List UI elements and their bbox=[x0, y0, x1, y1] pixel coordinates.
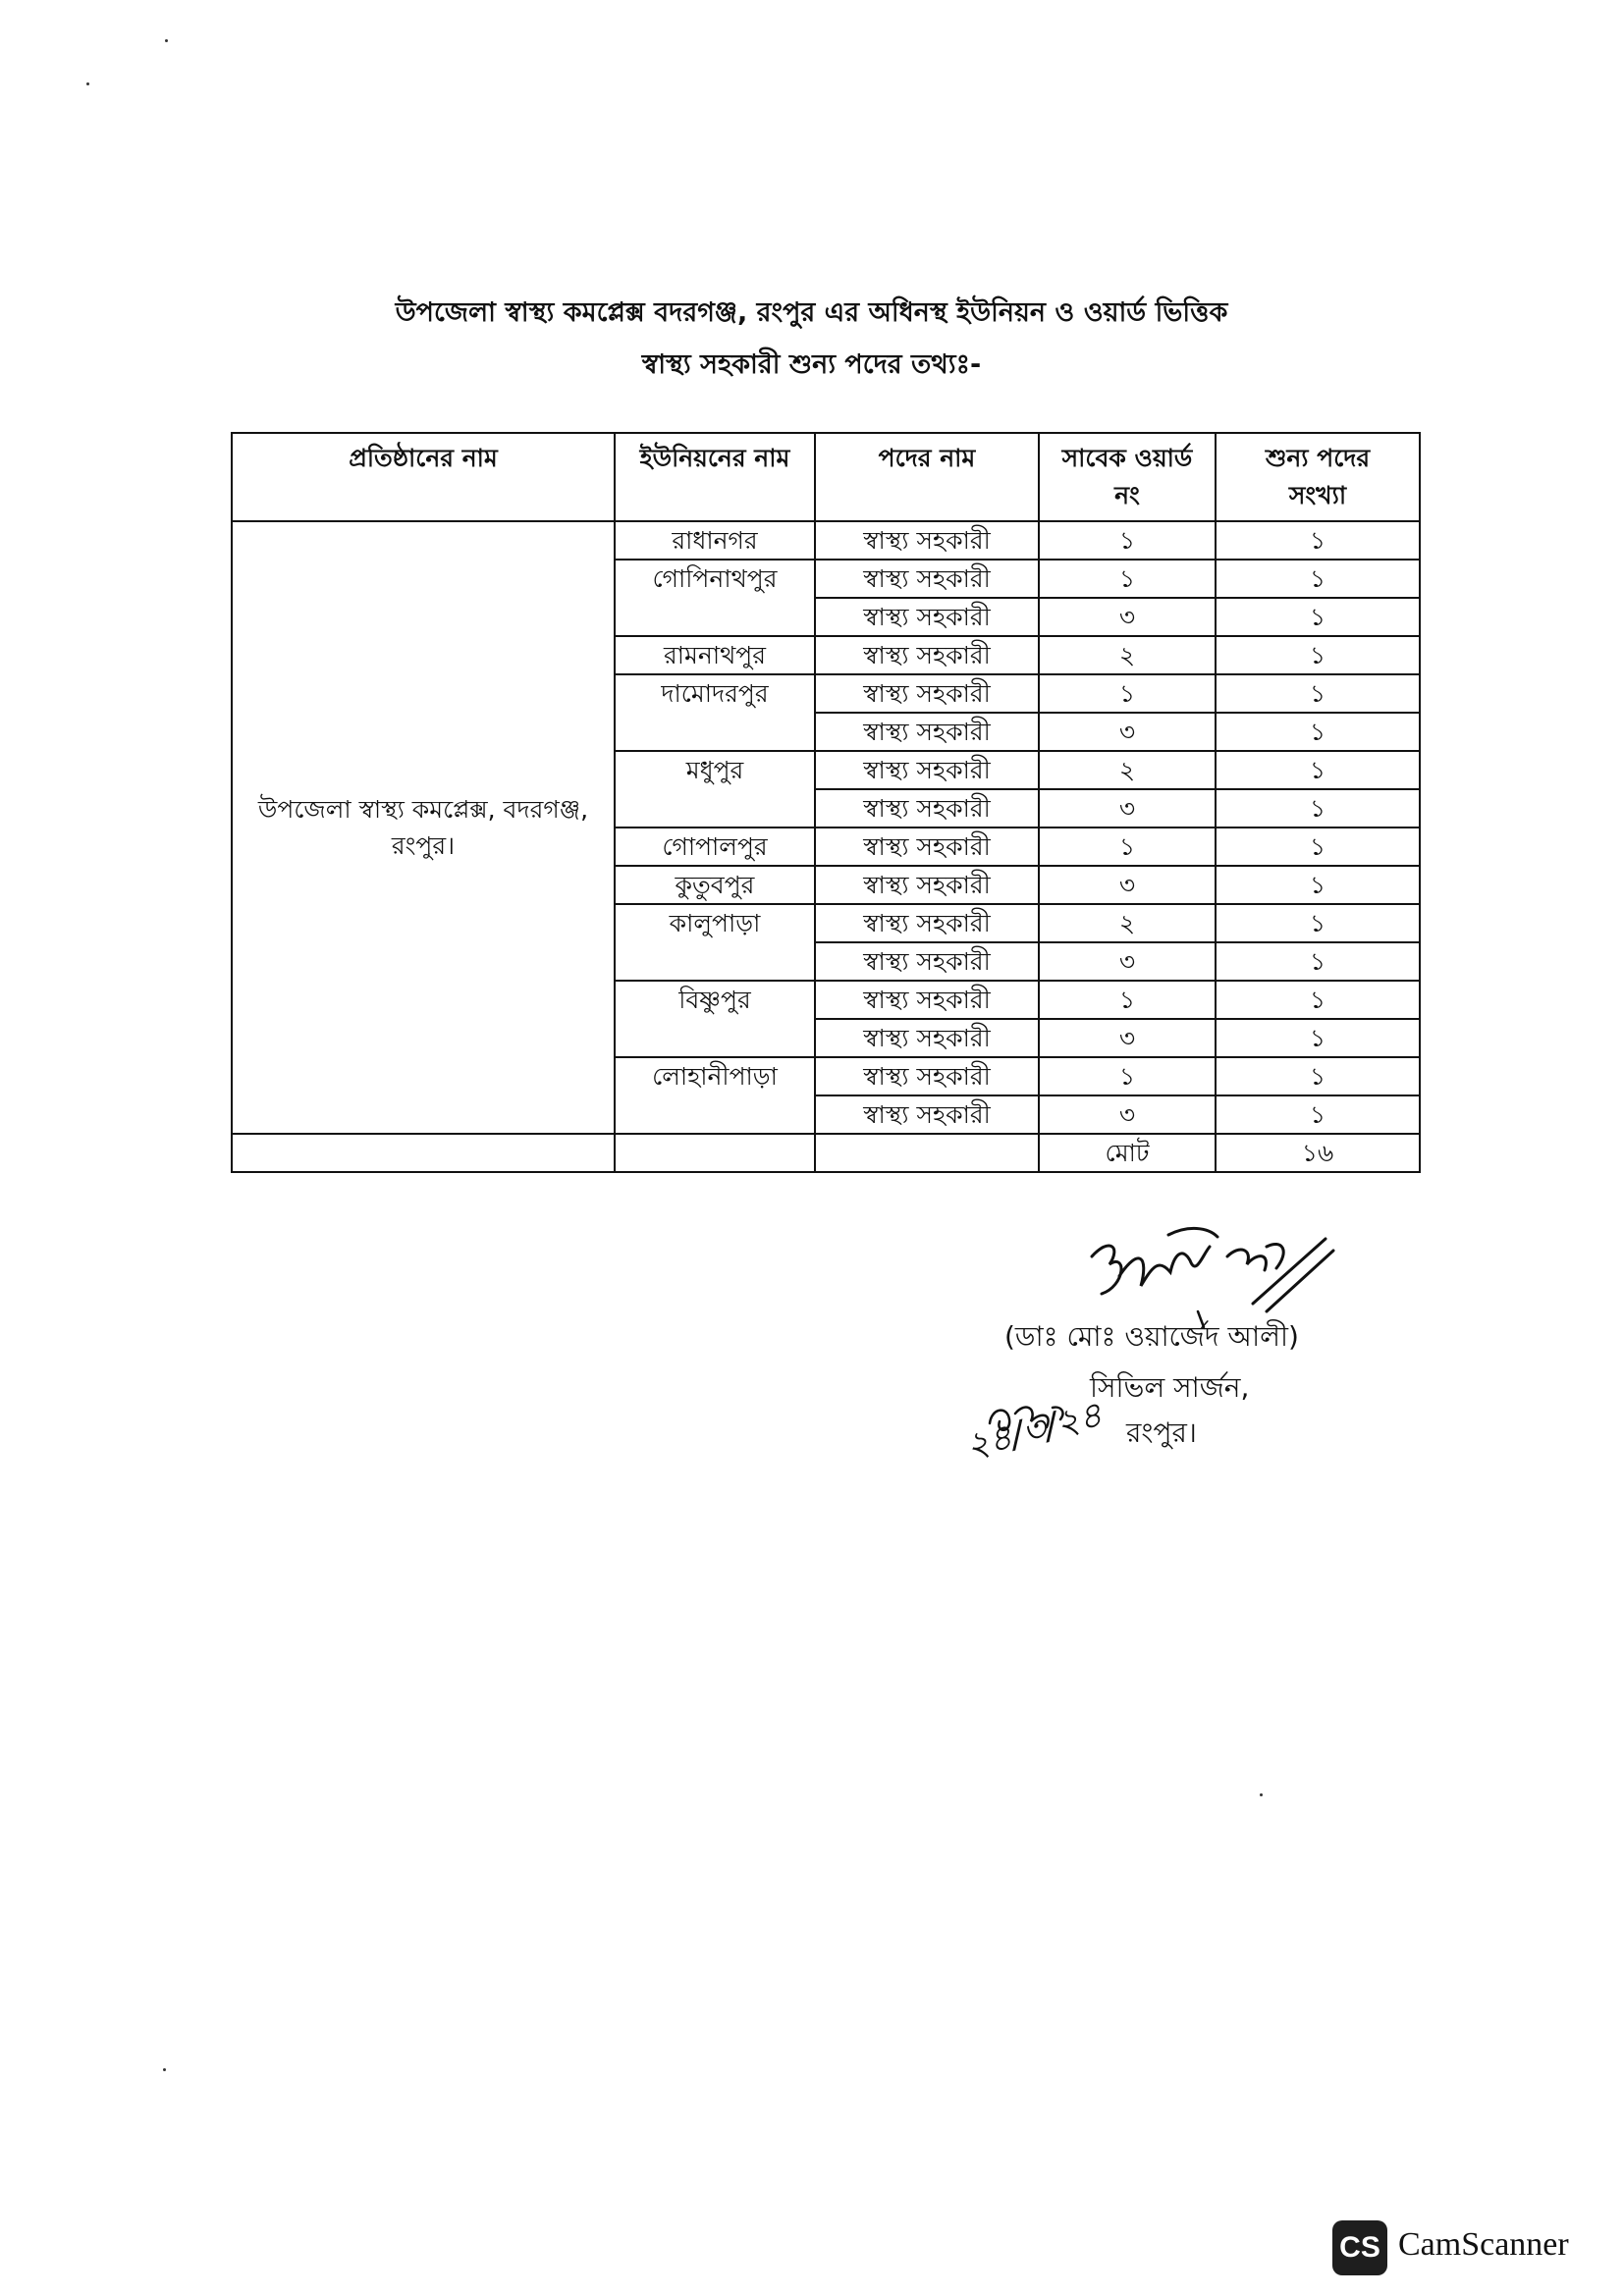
vacancy-table bbox=[231, 432, 1421, 1173]
post-cell: স্বাস্থ্য সহকারী bbox=[815, 1019, 1039, 1057]
heading-line-2: স্বাস্থ্য সহকারী শুন্য পদের তথ্যঃ- bbox=[641, 349, 982, 380]
heading-line-1: উপজেলা স্বাস্থ্য কমপ্লেক্স বদরগঞ্জ, রংপুর এর অধিনস্থ ইউনিয়ন ও ওয়ার্ড ভিত্তিক bbox=[395, 297, 1228, 328]
vacant-cell: ১ bbox=[1216, 1057, 1420, 1095]
ward-cell: ১ bbox=[1039, 674, 1216, 713]
scan-speck bbox=[165, 39, 168, 42]
union-cell: রামনাথপুর bbox=[615, 636, 815, 674]
post-cell: স্বাস্থ্য সহকারী bbox=[815, 942, 1039, 981]
union-cell: দামোদরপুর bbox=[615, 674, 815, 751]
ward-cell: ১ bbox=[1039, 981, 1216, 1019]
total-label: মোট bbox=[1039, 1134, 1216, 1172]
scan-speck bbox=[163, 2068, 166, 2071]
post-cell: স্বাস্থ্য সহকারী bbox=[815, 674, 1039, 713]
vacant-cell: ১ bbox=[1216, 828, 1420, 866]
institution-line-1: উপজেলা স্বাস্থ্য কমপ্লেক্স, বদরগঞ্জ, bbox=[257, 795, 589, 824]
vacant-cell: ১ bbox=[1216, 942, 1420, 981]
post-cell: স্বাস্থ্য সহকারী bbox=[815, 1057, 1039, 1095]
ward-cell: ২ bbox=[1039, 751, 1216, 789]
vacant-cell: ১ bbox=[1216, 598, 1420, 636]
post-cell: স্বাস্থ্য সহকারী bbox=[815, 751, 1039, 789]
ward-cell: ১ bbox=[1039, 521, 1216, 560]
total-row bbox=[232, 1134, 1420, 1172]
union-cell: কালুপাড়া bbox=[615, 904, 815, 981]
empty-cell bbox=[815, 1134, 1039, 1172]
vacant-cell: ১ bbox=[1216, 636, 1420, 674]
union-cell: মধুপুর bbox=[615, 751, 815, 828]
camscanner-logo-icon: CS bbox=[1332, 2220, 1387, 2275]
institution-line-2: রংপুর। bbox=[391, 831, 456, 860]
ward-cell: ৩ bbox=[1039, 866, 1216, 904]
header-vacant-line-2: সংখ্যা bbox=[1288, 481, 1347, 509]
header-ward bbox=[1039, 433, 1216, 521]
post-cell: স্বাস্থ্য সহকারী bbox=[815, 904, 1039, 942]
ward-cell: ১ bbox=[1039, 1057, 1216, 1095]
institution-cell bbox=[232, 521, 615, 1134]
header-institution: প্রতিষ্ঠানের নাম bbox=[232, 433, 615, 521]
post-cell: স্বাস্থ্য সহকারী bbox=[815, 560, 1039, 598]
total-value: ১৬ bbox=[1216, 1134, 1420, 1172]
ward-cell: ২ bbox=[1039, 904, 1216, 942]
vacant-cell: ১ bbox=[1216, 751, 1420, 789]
vacant-cell: ১ bbox=[1216, 981, 1420, 1019]
post-cell: স্বাস্থ্য সহকারী bbox=[815, 1095, 1039, 1134]
post-cell: স্বাস্থ্য সহকারী bbox=[815, 713, 1039, 751]
header-vacant bbox=[1216, 433, 1420, 521]
vacant-cell: ১ bbox=[1216, 560, 1420, 598]
ward-cell: ১ bbox=[1039, 560, 1216, 598]
union-cell: কুতুবপুর bbox=[615, 866, 815, 904]
vacant-cell: ১ bbox=[1216, 713, 1420, 751]
post-cell: স্বাস্থ্য সহকারী bbox=[815, 636, 1039, 674]
signatory-place: রংপুর। bbox=[1126, 1416, 1197, 1449]
table-header-row bbox=[232, 433, 1420, 521]
post-cell: স্বাস্থ্য সহকারী bbox=[815, 981, 1039, 1019]
camscanner-brand: CamScanner bbox=[1398, 2226, 1569, 2263]
ward-cell: ১ bbox=[1039, 828, 1216, 866]
ward-cell: ২ bbox=[1039, 636, 1216, 674]
header-union: ইউনিয়নের নাম bbox=[615, 433, 815, 521]
header-ward-line-1: সাবেক ওয়ার্ড bbox=[1061, 444, 1193, 472]
union-cell: গোপিনাথপুর bbox=[615, 560, 815, 636]
vacant-cell: ১ bbox=[1216, 521, 1420, 560]
post-cell: স্বাস্থ্য সহকারী bbox=[815, 828, 1039, 866]
vacant-cell: ১ bbox=[1216, 789, 1420, 828]
post-cell: স্বাস্থ্য সহকারী bbox=[815, 789, 1039, 828]
vacant-cell: ১ bbox=[1216, 866, 1420, 904]
empty-cell bbox=[232, 1134, 615, 1172]
ward-cell: ৩ bbox=[1039, 1019, 1216, 1057]
post-cell: স্বাস্থ্য সহকারী bbox=[815, 598, 1039, 636]
signatory-name: (ডাঃ মোঃ ওয়ার্জেদ আলী) bbox=[1004, 1320, 1299, 1353]
union-cell: বিষ্ণুপুর bbox=[615, 981, 815, 1057]
empty-cell bbox=[615, 1134, 815, 1172]
scan-speck bbox=[1260, 1793, 1263, 1796]
header-ward-line-2: নং bbox=[1114, 481, 1140, 509]
table-row bbox=[232, 521, 1420, 560]
signatory-designation: সিভিল সার্জন, bbox=[1090, 1371, 1250, 1404]
vacant-cell: ১ bbox=[1216, 1095, 1420, 1134]
header-vacant-line-1: শুন্য পদের bbox=[1265, 444, 1371, 472]
header-post: পদের নাম bbox=[815, 433, 1039, 521]
union-cell: লোহানীপাড়া bbox=[615, 1057, 815, 1134]
post-cell: স্বাস্থ্য সহকারী bbox=[815, 521, 1039, 560]
handwritten-date: ২৪/৩/২৪ bbox=[961, 1394, 1107, 1468]
union-cell: গোপালপুর bbox=[615, 828, 815, 866]
ward-cell: ৩ bbox=[1039, 713, 1216, 751]
vacant-cell: ১ bbox=[1216, 904, 1420, 942]
union-cell: রাধানগর bbox=[615, 521, 815, 560]
post-cell: স্বাস্থ্য সহকারী bbox=[815, 866, 1039, 904]
vacant-cell: ১ bbox=[1216, 1019, 1420, 1057]
ward-cell: ৩ bbox=[1039, 789, 1216, 828]
vacant-cell: ১ bbox=[1216, 674, 1420, 713]
scan-speck bbox=[86, 82, 89, 85]
ward-cell: ৩ bbox=[1039, 598, 1216, 636]
ward-cell: ৩ bbox=[1039, 942, 1216, 981]
ward-cell: ৩ bbox=[1039, 1095, 1216, 1134]
